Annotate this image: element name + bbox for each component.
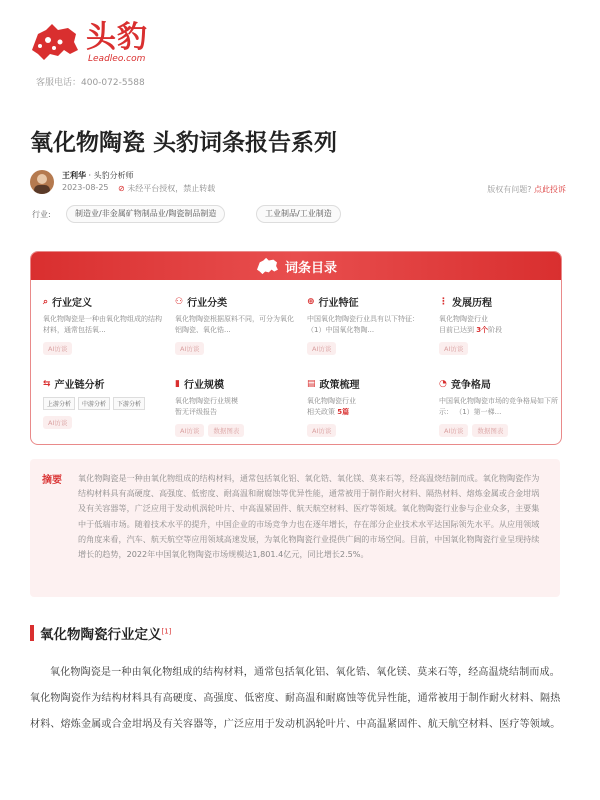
section-title: 氧化物陶瓷行业定义 [40, 627, 162, 643]
toc-item-classification[interactable] [175, 294, 295, 355]
report-prompt: 版权有问题? [487, 185, 532, 194]
ai-interview-pill[interactable]: AI访谈 [175, 342, 204, 355]
section-heading [40, 623, 171, 643]
magnifier-icon: ⌕ [43, 296, 49, 307]
toc-item-desc: 中国氧化物陶瓷市场的竞争格局如下所示： （1）第一梯... [439, 397, 558, 416]
ai-interview-pill[interactable]: AI访谈 [307, 342, 336, 355]
toc-title: 词条目录 [285, 261, 338, 276]
toc-item-history[interactable] [439, 294, 559, 355]
industry-tag[interactable]: 工业制品/工业制造 [256, 205, 341, 223]
section-marker [30, 625, 34, 641]
footnote-ref[interactable]: [1] [161, 627, 172, 636]
toc-item-desc: 氧化物陶瓷是一种由氧化物组成的结构材料，通常包括氧... [43, 315, 162, 334]
author-name[interactable]: 王利华 [62, 171, 86, 180]
toc-item-competition[interactable] [439, 376, 559, 437]
ai-interview-pill[interactable]: AI访谈 [439, 342, 468, 355]
ai-interview-pill[interactable]: AI访谈 [43, 416, 72, 429]
tree-icon: ⚇ [175, 296, 184, 307]
toc-item-title: 行业定义 [52, 298, 93, 309]
data-chart-pill[interactable]: 数据图表 [472, 424, 508, 437]
report-link[interactable]: 点此投诉 [534, 185, 566, 194]
toc-panel [30, 251, 562, 445]
toc-header [31, 252, 561, 280]
toc-item-title: 发展历程 [452, 298, 492, 309]
industry-label: 行业: [32, 210, 51, 219]
copyright-text: 未经平台授权，禁止转载 [127, 184, 216, 193]
bar-chart-icon: ▮ [175, 378, 180, 389]
logo-domain: Leadleo.com [88, 54, 146, 64]
toc-item-market-size[interactable] [175, 376, 295, 437]
timeline-icon: ⋮ [439, 296, 448, 307]
document-icon: ▤ [307, 378, 316, 389]
toc-item-desc: 氧化物陶瓷行业规模 暂无评级报告 [175, 397, 238, 416]
publish-date: 2023-08-25 [62, 183, 109, 192]
pie-icon: ◔ [439, 378, 447, 389]
toc-item-features[interactable] [307, 294, 427, 355]
toc-item-desc: 氧化物陶瓷行业 目前已达到 3个阶段 [439, 315, 503, 334]
toc-item-industry-chain[interactable] [43, 376, 163, 429]
ai-interview-pill[interactable]: AI访谈 [43, 342, 72, 355]
abstract-label: 摘要 [42, 475, 62, 486]
toc-item-desc: 氧化物陶瓷行业 相关政策 5篇 [307, 397, 356, 416]
toc-item-title: 政策梳理 [319, 380, 360, 391]
downstream-tag[interactable]: 下游分析 [113, 397, 145, 410]
toc-item-title: 行业分类 [187, 298, 228, 309]
ai-interview-pill[interactable]: AI访谈 [439, 424, 468, 437]
industry-tag[interactable]: 制造业/非金属矿物制品业/陶瓷制品制造 [66, 205, 225, 223]
toc-item-title: 竞争格局 [450, 380, 491, 391]
copyright-notice [118, 183, 215, 194]
section-body: 氧化物陶瓷是一种由氧化物组成的结构材料，通常包括氧化铝、氧化锆、氧化镁、莫来石等，经高温烧结制而成。氧化物陶瓷作为结构材料具有高硬度、高强度、低密度、耐高温和耐腐蚀等优异性能，通常被用于制作耐火材料、隔热材料、熔炼金属或合金坩埚及有关容器等，广泛应用于发动机涡轮叶片、中高温紧固件、航天航空材料、医疗等领域。 [30, 667, 561, 730]
author-avatar[interactable] [30, 170, 54, 194]
ai-interview-pill[interactable]: AI访谈 [175, 424, 204, 437]
abstract-box [30, 459, 560, 597]
report-line [487, 184, 566, 195]
ai-interview-pill[interactable]: AI访谈 [307, 424, 336, 437]
toc-item-definition[interactable] [43, 294, 163, 355]
leopard-logo-icon[interactable] [28, 20, 80, 64]
crosshair-icon: ⊕ [307, 296, 315, 307]
chain-icon: ⇆ [43, 378, 51, 389]
toc-item-policy[interactable] [307, 376, 427, 437]
author-role: · 头豹分析师 [88, 171, 134, 180]
logo-text: 头豹 [86, 20, 148, 55]
upstream-tag[interactable]: 上游分析 [43, 397, 75, 410]
toc-item-desc: 中国氧化物陶瓷行业具有以下特征： （1）中国氧化物陶... [307, 315, 419, 334]
leopard-logo-icon [253, 256, 281, 276]
toc-item-title: 行业规模 [183, 380, 224, 391]
data-chart-pill[interactable]: 数据图表 [208, 424, 244, 437]
page-title: 氧化物陶瓷 头豹词条报告系列 [30, 130, 338, 156]
midstream-tag[interactable]: 中游分析 [78, 397, 110, 410]
author-line [62, 170, 134, 181]
toc-item-desc: 氧化物陶瓷根据原料不同，可分为氧化铝陶瓷、氧化锆... [175, 315, 294, 334]
toc-item-title: 产业链分析 [54, 380, 105, 391]
abstract-text: 氧化物陶瓷是一种由氧化物组成的结构材料，通常包括氧化铝、氧化锆、氧化镁、莫来石等，经高温烧结制而成。氧化物陶瓷作为结构材料具有高硬度、高强度、低密度、耐高温和耐腐蚀等优异性能，通常被用于制作耐火材料、隔热材料、熔炼金属或合金坩埚及有关容器等，广泛应用于发动机涡轮叶片、中高温紧固件、航天航空材料、医疗等领域。氧化物陶瓷行业参与企业众多，主要集中于低端市场。随着技术水平的提升，中国企业的市场竞争力也在逐年增长，存在部分企业技术水平达国际领先水平。从应用领域的角度来看，汽车、航天航空等应用领域高速发展，为氧化物陶瓷行业提供广阔的市场空间。目前，中国氧化物陶瓷行业呈现持续增长的趋势，2022年中国氧化物陶瓷市场规模达1,801.4亿元，同比增长2.5%。 [78, 473, 540, 560]
prohibited-icon: ⊘ [118, 184, 125, 193]
toc-item-title: 行业特征 [318, 298, 359, 309]
service-phone: 客服电话：400-072-5588 [36, 78, 145, 88]
